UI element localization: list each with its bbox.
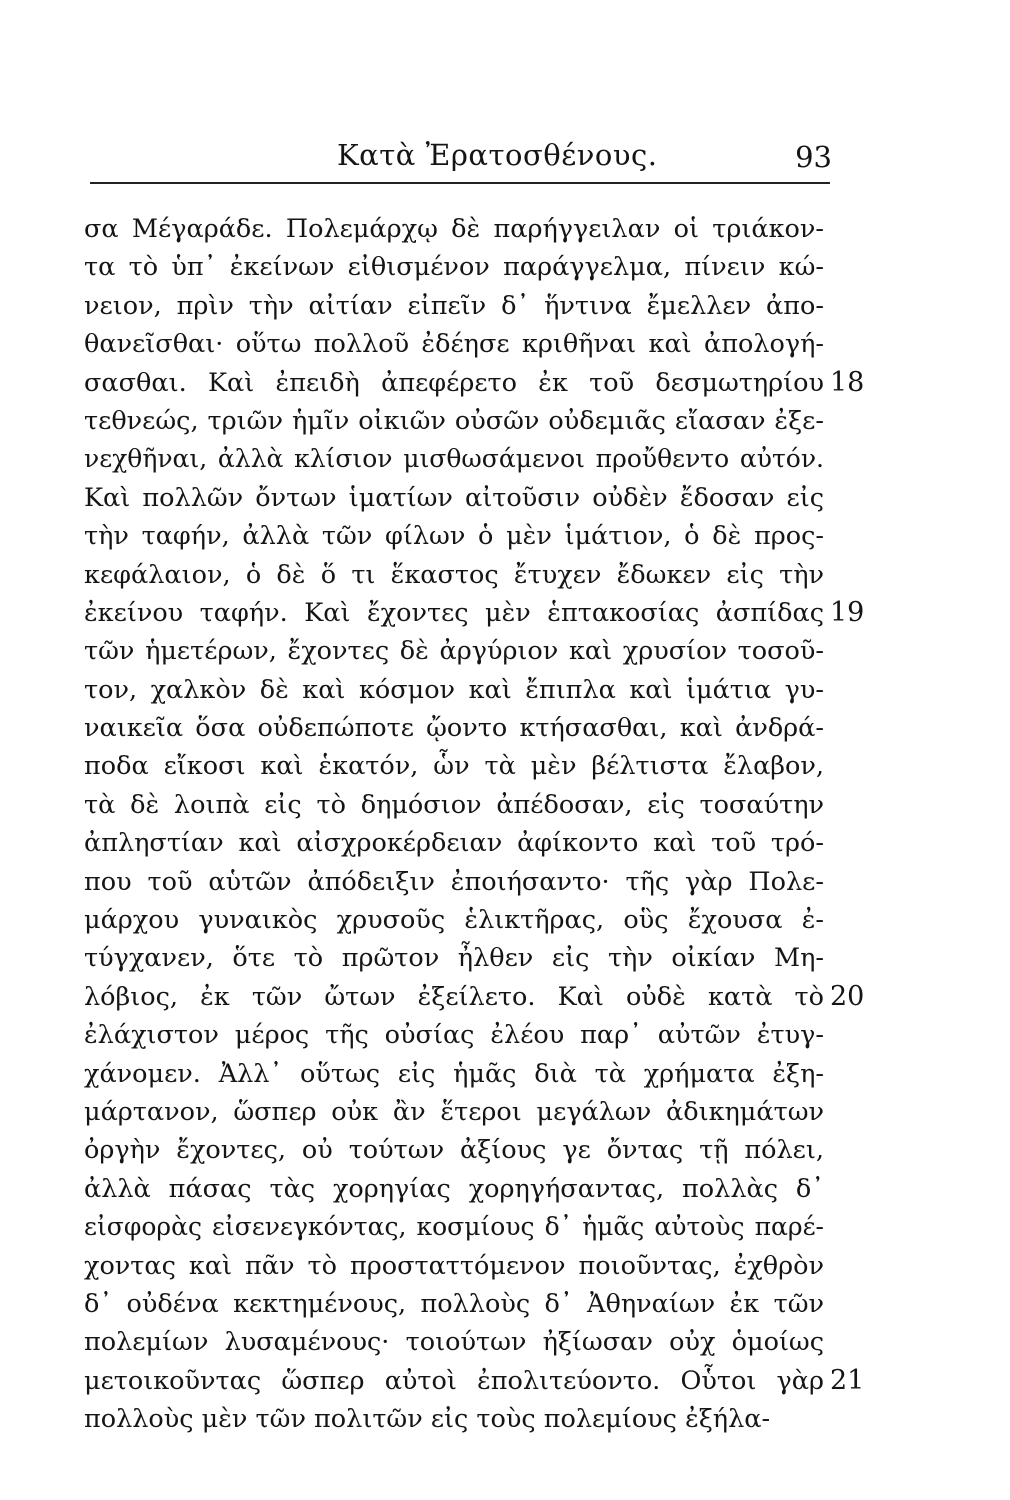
text-line	[84, 1208, 824, 1246]
text-line	[84, 824, 824, 862]
text-line	[84, 1016, 824, 1054]
line-text: πολεμίων λυσαμένους· τοιούτων ἠξίωσαν οὐχ ὁμοίως	[84, 1327, 824, 1358]
line-text: εἰσφορὰς εἰσενεγκόντας, κοσμίους δ᾽ ἡμᾶς αὐτοὺς παρέ-	[84, 1212, 824, 1242]
text-line	[84, 1323, 824, 1361]
text-line	[84, 632, 824, 670]
line-text: ποδα εἴκοσι καὶ ἑκατόν, ὧν τὰ μὲν βέλτιστα ἔλαβον,	[84, 751, 824, 782]
line-text: λόβιος, ἐκ τῶν ὤτων ἐξείλετο. Καὶ οὐδὲ κατὰ τὸ	[84, 981, 824, 1012]
line-text: τὴν ταφήν, ἀλλὰ τῶν φίλων ὁ μὲν ἱμάτιον, ὁ δὲ προς-	[84, 521, 824, 552]
line-text: κεφάλαιον, ὁ δὲ ὅ τι ἕκαστος ἔτυχεν ἔδωκεν εἰς τὴν	[84, 559, 824, 590]
section-number: 21	[830, 1364, 865, 1396]
text-line	[84, 786, 824, 824]
text-line	[84, 364, 865, 402]
running-title: Κατὰ Ἐρατοσθένους.	[337, 138, 658, 172]
text-line	[84, 479, 824, 517]
line-text: ἐλάχιστον μέρος τῆς οὐσίας ἐλέου παρ᾽ αὐτῶν ἐτυγ-	[84, 1020, 824, 1051]
line-text: χάνομεν. Ἀλλ᾽ οὕτως εἰς ἡμᾶς διὰ τὰ χρήματα ἐξη-	[84, 1058, 824, 1089]
text-line	[84, 1093, 824, 1131]
line-text: νειον, πρὶν τὴν αἰτίαν εἰπεῖν δ᾽ ἥντινα ἔμελλεν ἀπο-	[84, 290, 824, 321]
text-line	[84, 248, 824, 286]
line-text: πολλοὺς μὲν τῶν πολιτῶν εἰς τοὺς πολεμίους ἐξήλα-	[84, 1404, 771, 1435]
text-line	[84, 287, 824, 325]
line-text: τον, χαλκὸν δὲ καὶ κόσμον καὶ ἔπιπλα καὶ ἱμάτια γυ-	[84, 674, 824, 705]
body-text	[84, 210, 865, 1439]
text-line	[84, 402, 824, 440]
line-text: ἀλλὰ πάσας τὰς χορηγίας χορηγήσαντας, πολλὰς δ᾽	[84, 1173, 824, 1204]
text-line	[84, 440, 824, 478]
text-line	[84, 671, 824, 709]
text-line	[84, 747, 824, 785]
line-text: σασθαι. Καὶ ἐπειδὴ ἀπεφέρετο ἐκ τοῦ δεσμωτηρίου	[84, 367, 824, 398]
text-line	[84, 210, 824, 248]
line-text: ὀργὴν ἔχοντες, οὐ τούτων ἀξίους γε ὄντας τῇ πόλει,	[84, 1135, 824, 1166]
line-text: τεθνεώς, τριῶν ἡμῖν οἰκιῶν οὐσῶν οὐδεμιᾶς εἴασαν ἐξε-	[84, 405, 824, 436]
running-head	[132, 138, 832, 178]
text-line	[84, 1400, 824, 1438]
line-text: μάρχου γυναικὸς χρυσοῦς ἑλικτῆρας, οὓς ἔχουσα ἐ-	[84, 905, 824, 936]
section-number: 18	[830, 366, 865, 398]
section-number: 19	[830, 596, 865, 628]
line-text: ναικεῖα ὅσα οὐδεπώποτε ᾤοντο κτήσασθαι, καὶ ἀνδρά-	[84, 713, 824, 744]
text-line	[84, 594, 865, 632]
line-text: μάρτανον, ὥσπερ οὐκ ἂν ἕτεροι μεγάλων ἀδικημάτων	[84, 1096, 824, 1127]
text-line	[84, 1131, 824, 1169]
text-line	[84, 978, 865, 1016]
text-line	[84, 556, 824, 594]
text-line	[84, 1247, 824, 1285]
line-text: τῶν ἡμετέρων, ἔχοντες δὲ ἀργύριον καὶ χρυσίον τοσοῦ-	[84, 636, 824, 667]
text-line	[84, 1362, 865, 1400]
line-text: Καὶ πολλῶν ὄντων ἱματίων αἰτοῦσιν οὐδὲν ἔδοσαν εἰς	[84, 482, 824, 513]
text-line	[84, 1170, 824, 1208]
text-line	[84, 709, 824, 747]
line-text: ἐκείνου ταφήν. Καὶ ἔχοντες μὲν ἑπτακοσίας ἀσπίδας	[84, 597, 824, 628]
text-line	[84, 517, 824, 555]
text-line	[84, 939, 824, 977]
text-line	[84, 901, 824, 939]
header-rule	[90, 182, 830, 184]
line-text: νεχθῆναι, ἀλλὰ κλίσιον μισθωσάμενοι προὔθεντο αὐτόν.	[84, 444, 824, 474]
line-text: τὰ δὲ λοιπὰ εἰς τὸ δημόσιον ἀπέδοσαν, εἰς τοσαύτην	[84, 789, 824, 820]
line-text: σα Μέγαράδε. Πολεμάρχῳ δὲ παρήγγειλαν οἱ τριάκον-	[84, 214, 824, 244]
line-text: δ᾽ οὐδένα κεκτημένους, πολλοὺς δ᾽ Ἀθηναίων ἐκ τῶν	[84, 1288, 824, 1319]
text-line	[84, 863, 824, 901]
line-text: τύγχανεν, ὅτε τὸ πρῶτον ἦλθεν εἰς τὴν οἰκίαν Μη-	[84, 943, 824, 974]
line-text: που τοῦ αὑτῶν ἀπόδειξιν ἐποιήσαντο· τῆς γὰρ Πολε-	[84, 866, 824, 897]
line-text: θανεῖσθαι· οὕτω πολλοῦ ἐδέησε κριθῆναι καὶ ἀπολογή-	[84, 329, 824, 360]
page-number: 93	[795, 140, 832, 174]
text-line	[84, 1055, 824, 1093]
line-text: χοντας καὶ πᾶν τὸ προσταττόμενον ποιοῦντας, ἐχθρὸν	[84, 1250, 824, 1281]
section-number: 20	[830, 980, 865, 1012]
line-text: μετοικοῦντας ὥσπερ αὐτοὶ ἐπολιτεύοντο. Οὗτοι γὰρ	[84, 1365, 824, 1396]
text-line	[84, 1285, 824, 1323]
text-line	[84, 325, 824, 363]
line-text: τα τὸ ὑπ᾽ ἐκείνων εἰθισμένον παράγγελμα, πίνειν κώ-	[84, 252, 824, 283]
line-text: ἀπληστίαν καὶ αἰσχροκέρδειαν ἀφίκοντο καὶ τοῦ τρό-	[84, 828, 824, 859]
